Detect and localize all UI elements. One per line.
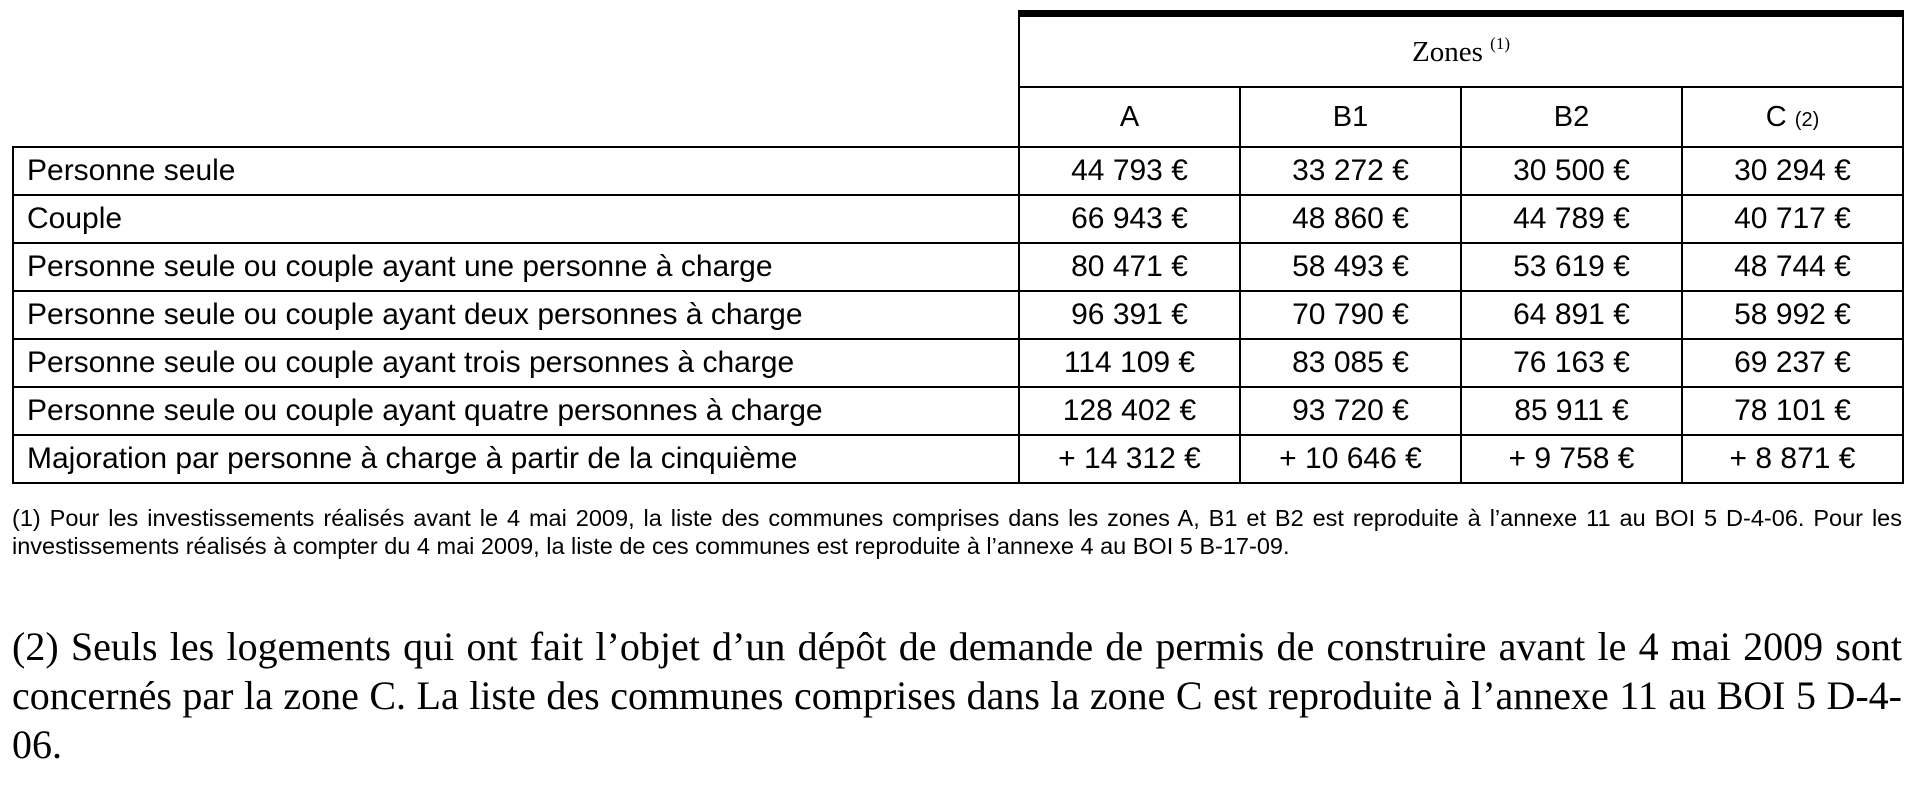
value-cell: 85 911 € — [1461, 387, 1682, 435]
table-row — [13, 435, 1903, 483]
row-label: Personne seule ou couple ayant une personne à charge — [13, 243, 1019, 291]
value-cell: 114 109 € — [1019, 339, 1240, 387]
value-cell: 64 891 € — [1461, 291, 1682, 339]
row-label: Personne seule ou couple ayant quatre personnes à charge — [13, 387, 1019, 435]
value-cell: 83 085 € — [1240, 339, 1461, 387]
letters-spacer — [13, 87, 1019, 147]
value-cell: 78 101 € — [1682, 387, 1903, 435]
zone-header-a — [1019, 87, 1240, 147]
table-row — [13, 195, 1903, 243]
value-cell: 80 471 € — [1019, 243, 1240, 291]
value-cell: 48 860 € — [1240, 195, 1461, 243]
zone-header-c — [1682, 87, 1903, 147]
table-row — [13, 387, 1903, 435]
value-cell: 96 391 € — [1019, 291, 1240, 339]
header-spacer — [13, 14, 1019, 88]
value-cell: + 9 758 € — [1461, 435, 1682, 483]
zone-label: A — [1119, 100, 1140, 133]
value-cell: + 14 312 € — [1019, 435, 1240, 483]
table-row — [13, 291, 1903, 339]
zone-label: B1 — [1332, 100, 1369, 133]
value-cell: 58 992 € — [1682, 291, 1903, 339]
footnote-2: (2) Seuls les logements qui ont fait l’objet d’un dépôt de demande de permis de construire avant le 4 mai 2009 sont concernés par la zone C. La liste des communes comprises dans la zone C est reproduite à l’annexe 11 au BOI 5 D-4-06. — [12, 624, 1902, 767]
value-cell: 69 237 € — [1682, 339, 1903, 387]
zone-letters-row — [13, 87, 1903, 147]
value-cell: 30 500 € — [1461, 147, 1682, 195]
table-row — [13, 243, 1903, 291]
value-cell: 70 790 € — [1240, 291, 1461, 339]
value-cell: 44 789 € — [1461, 195, 1682, 243]
zone-c-footnote-ref: (2) — [1794, 108, 1820, 131]
zones-header-row — [13, 14, 1903, 88]
zones-header-footnote-ref: (1) — [1490, 34, 1510, 53]
footnote-1: (1) Pour les investissements réalisés avant le 4 mai 2009, la liste des communes comprises dans les zones A, B1 et B2 est reproduite à l’annexe 11 au BOI 5 D-4-06. Pour les investissements réalisés à compter du 4 mai 2009, la liste de ces communes est reproduite à l’annexe 4 au BOI 5 B-17-09. — [12, 505, 1902, 559]
income-ceiling-table — [12, 10, 1904, 484]
value-cell: 30 294 € — [1682, 147, 1903, 195]
row-label: Personne seule ou couple ayant deux personnes à charge — [13, 291, 1019, 339]
value-cell: 48 744 € — [1682, 243, 1903, 291]
zone-label: C — [1765, 100, 1787, 133]
value-cell: 128 402 € — [1019, 387, 1240, 435]
table-row — [13, 339, 1903, 387]
row-label: Couple — [13, 195, 1019, 243]
zones-header-text: Zones — [1412, 36, 1483, 68]
value-cell: 76 163 € — [1461, 339, 1682, 387]
value-cell: 33 272 € — [1240, 147, 1461, 195]
value-cell: 40 717 € — [1682, 195, 1903, 243]
zones-header — [1019, 14, 1903, 88]
zone-header-b2 — [1461, 87, 1682, 147]
value-cell: 66 943 € — [1019, 195, 1240, 243]
row-label: Personne seule — [13, 147, 1019, 195]
value-cell: 53 619 € — [1461, 243, 1682, 291]
zone-header-b1 — [1240, 87, 1461, 147]
row-label: Majoration par personne à charge à partir de la cinquième — [13, 435, 1019, 483]
zone-label: B2 — [1553, 100, 1590, 133]
value-cell: 58 493 € — [1240, 243, 1461, 291]
table-row — [13, 147, 1903, 195]
value-cell: 44 793 € — [1019, 147, 1240, 195]
value-cell: + 8 871 € — [1682, 435, 1903, 483]
value-cell: 93 720 € — [1240, 387, 1461, 435]
row-label: Personne seule ou couple ayant trois personnes à charge — [13, 339, 1019, 387]
value-cell: + 10 646 € — [1240, 435, 1461, 483]
